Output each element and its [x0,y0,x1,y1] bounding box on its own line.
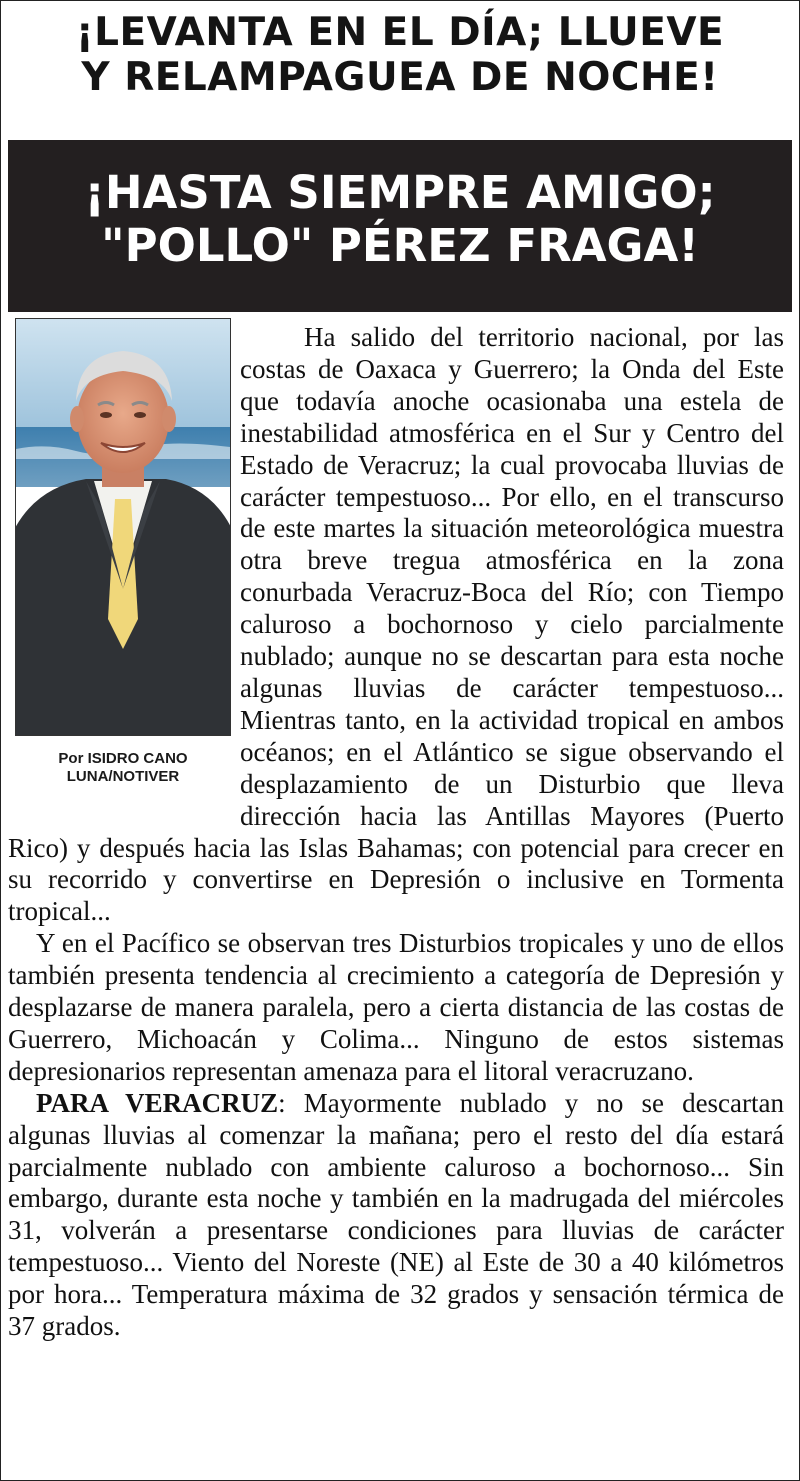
headline [0,10,800,100]
byline-line-1: Por ISIDRO CANO [58,750,188,767]
article-paragraph-1: Ha salido del territorio nacional, por las costas de Oaxaca y Guerrero; la Onda del Este que todavía anoche ocasionaba una estela de inestabilidad atmosférica en el Sur y Centro del Estado de Veracruz; la cual provocaba lluvias de carácter tempestuoso... Por ello, en el transcurso de este martes la situación meteorológica muestra otra breve tregua atmosférica en la zona conurbada Veracruz-Boca del Río; con Tiempo caluroso a bochornoso y cielo parcialmente nublado; aunque no se descartan para esta noche algunas lluvias de carácter tempestuoso... Mientras tanto, en la actividad tropical en ambos océanos; en el Atlántico se sigue observando el desplazamiento de un Disturbio que lleva dirección hacia las Antillas Mayores (Puerto Rico) y después hacia las Islas Bahamas; con potencial para crecer en su recorrido y convertirse en Depresión o inclusive en Tormenta tropical... [8,322,784,927]
article-paragraph-3 [8,1088,784,1343]
section-lead: PARA VERACRUZ [36,1087,279,1118]
banner-line-1: ¡HASTA SIEMPRE AMIGO; [84,166,716,219]
byline-line-2: LUNA/NOTIVER [66,768,180,785]
banner-line-2: "POLLO" PÉREZ FRAGA! [101,219,699,272]
section-text: : Mayormente nublado y no se descartan algunas lluvias al comenzar la mañana; pero el resto del día estará parcialmente nublado con ambiente caluroso a bochornoso... Sin embargo, durante esta noche y también en la madrugada del miércoles 31, volverán a presentarse condiciones para lluvias de carácter tempestuoso... Viento del Noreste (NE) al Este de 30 a 40 kilómetros por hora... Temperatura máxima de 32 grados y sensación térmica de 37 grados. [8,1087,784,1342]
headline-line-1: ¡LEVANTA EN EL DÍA; LLUEVE [75,10,725,55]
photo-spacer [8,322,240,814]
banner-title [8,166,792,272]
article-paragraph-2: Y en el Pacífico se observan tres Disturbios tropicales y uno de ellos también presenta tendencia al crecimiento a categoría de Depresión y desplazarse de manera paralela, pero a cierta distancia de las costas de Guerrero, Michoacán y Colima... Ninguno de estos sistemas depresionarios representan amenaza para el litoral veracruzano. [8,928,784,1086]
article-body [8,322,784,1343]
banner [8,140,792,312]
headline-line-2: Y RELAMPAGUEA DE NOCHE! [81,55,719,100]
